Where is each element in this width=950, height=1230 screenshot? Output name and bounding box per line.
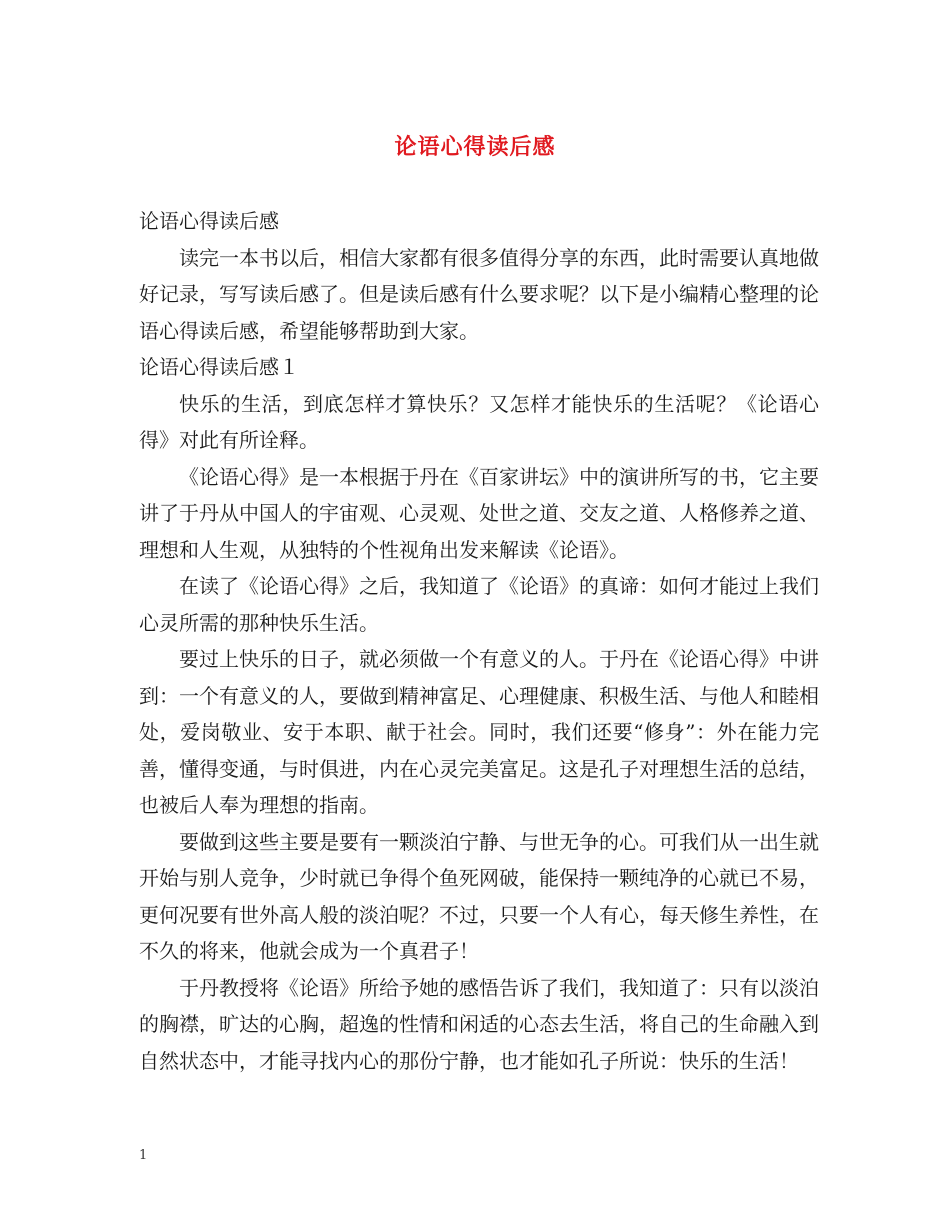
intro-paragraph: 读完一本书以后，相信大家都有很多值得分享的东西，此时需要认真地做好记录，写写读后感了。但是读后感有什么要求呢？以下是小编精心整理的论语心得读后感，希望能够帮助到大家。 [139,245,819,343]
document-body [139,203,819,1079]
section-heading: 论语心得读后感１ [139,355,299,379]
body-paragraph: 快乐的生活，到底怎样才算快乐？又怎样才能快乐的生活呢？《论语心得》对此有所诠释。 [139,391,819,452]
body-paragraph: 《论语心得》是一本根据于丹在《百家讲坛》中的演讲所写的书，它主要讲了于丹从中国人的宇宙观、心灵观、处世之道、交友之道、人格修养之道、理想和人生观，从独特的个性视角出发来解读《论语》。 [139,464,819,562]
body-paragraph: 在读了《论语心得》之后，我知道了《论语》的真谛：如何才能过上我们心灵所需的那种快乐生活。 [139,574,819,635]
document-title: 论语心得读后感 [394,134,556,160]
page-number: 1 [139,1148,148,1163]
document-subtitle: 论语心得读后感 [139,209,279,233]
body-paragraph: 于丹教授将《论语》所给予她的感悟告诉了我们，我知道了：只有以淡泊的胸襟，旷达的心胸，超逸的性情和闲适的心态去生活，将自己的生命融入到自然状态中，才能寻找内心的那份宁静，也才能如孔子所说：快乐的生活！ [139,975,819,1073]
body-paragraph: 要过上快乐的日子，就必须做一个有意义的人。于丹在《论语心得》中讲到：一个有意义的人，要做到精神富足、心理健康、积极生活、与他人和睦相处，爱岗敬业、安于本职、献于社会。同时，我们还要“修身”：外在能力完善，懂得变通，与时俱进，内在心灵完美富足。这是孔子对理想生活的总结，也被后人奉为理想的指南。 [139,647,819,817]
body-paragraph: 要做到这些主要是要有一颗淡泊宁静、与世无争的心。可我们从一出生就开始与别人竞争，少时就已争得个鱼死网破，能保持一颗纯净的心就已不易，更何况要有世外高人般的淡泊呢？不过，只要一个人有心，每天修生养性，在不久的将来，他就会成为一个真君子！ [139,829,819,963]
